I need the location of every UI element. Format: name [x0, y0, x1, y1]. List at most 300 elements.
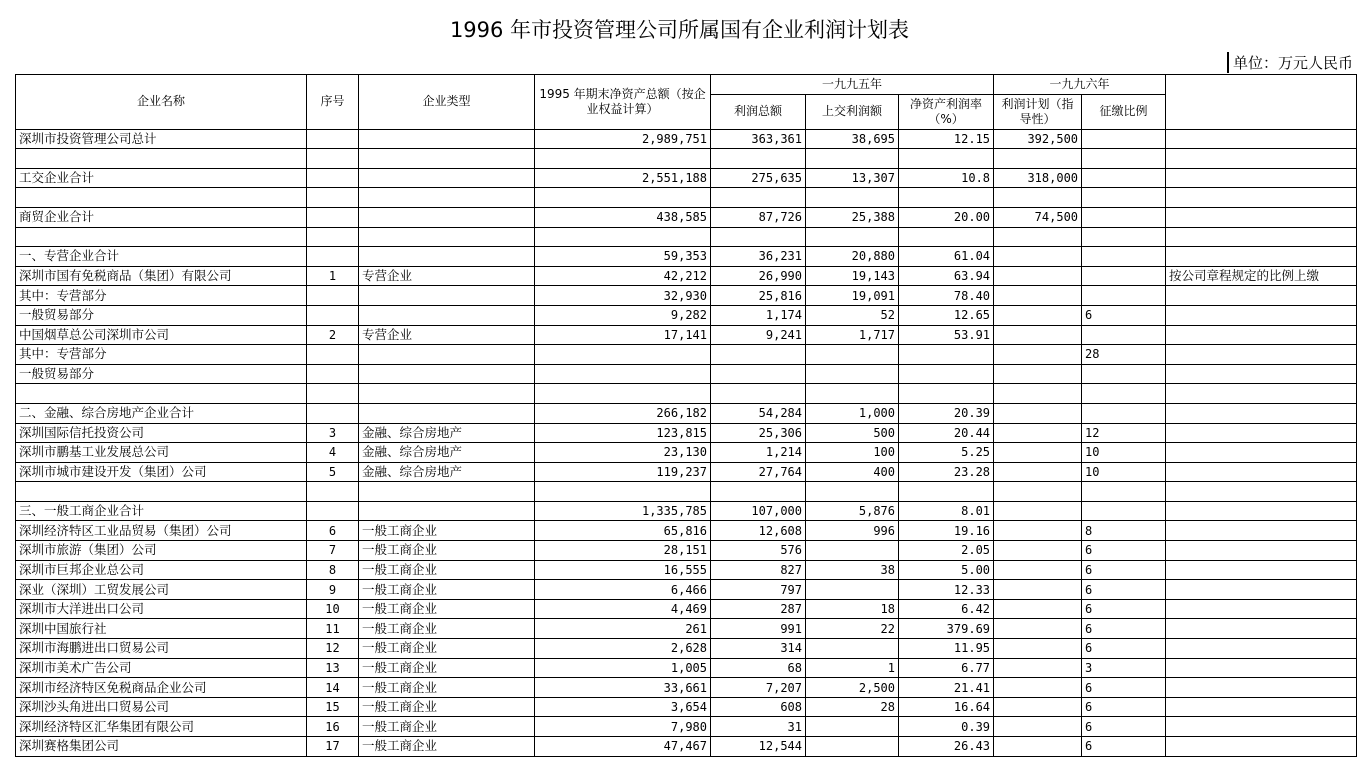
- cell-rate: 28: [1082, 345, 1166, 365]
- table-row: [16, 364, 1357, 384]
- cell-profit: 7,207: [711, 678, 806, 698]
- cell-plan: [994, 697, 1082, 717]
- cell-rate: [1082, 403, 1166, 423]
- cell-tax: 19,091: [806, 286, 899, 306]
- table-row: [16, 149, 1357, 169]
- cell-note: [1166, 580, 1357, 600]
- cell-seq: [307, 501, 359, 521]
- cell-name: 其中：专营部分: [16, 286, 307, 306]
- cell-rate: [1082, 384, 1166, 404]
- cell-rate: [1082, 207, 1166, 227]
- cell-type: [359, 188, 535, 208]
- cell-name: 深圳市美术广告公司: [16, 658, 307, 678]
- cell-note: [1166, 678, 1357, 698]
- cell-plan: [994, 266, 1082, 286]
- cell-type: 一般工商企业: [359, 658, 535, 678]
- cell-type: [359, 149, 535, 169]
- cell-tax: 400: [806, 462, 899, 482]
- cell-profit: 68: [711, 658, 806, 678]
- cell-seq: 17: [307, 737, 359, 757]
- cell-assets: 9,282: [535, 305, 711, 325]
- header-profit: 利润总额: [711, 94, 806, 129]
- cell-tax: 38: [806, 560, 899, 580]
- cell-seq: 8: [307, 560, 359, 580]
- cell-type: [359, 168, 535, 188]
- cell-rate: 10: [1082, 443, 1166, 463]
- cell-roe: 2.05: [899, 541, 994, 561]
- cell-note: [1166, 227, 1357, 247]
- cell-seq: 10: [307, 599, 359, 619]
- cell-type: 一般工商企业: [359, 580, 535, 600]
- cell-name: 深圳市旅游（集团）公司: [16, 541, 307, 561]
- cell-seq: 7: [307, 541, 359, 561]
- cell-rate: 6: [1082, 560, 1166, 580]
- cell-tax: 5,876: [806, 501, 899, 521]
- cell-plan: [994, 227, 1082, 247]
- cell-roe: 78.40: [899, 286, 994, 306]
- cell-assets: 2,989,751: [535, 129, 711, 149]
- cell-roe: 16.64: [899, 697, 994, 717]
- table-row: [16, 619, 1357, 639]
- cell-seq: 5: [307, 462, 359, 482]
- cell-seq: 9: [307, 580, 359, 600]
- cell-rate: [1082, 247, 1166, 267]
- cell-assets: [535, 345, 711, 365]
- cell-profit: 608: [711, 697, 806, 717]
- cell-type: 一般工商企业: [359, 639, 535, 659]
- cell-profit: 31: [711, 717, 806, 737]
- cell-seq: [307, 384, 359, 404]
- cell-rate: 6: [1082, 541, 1166, 561]
- cell-name: 深圳市经济特区免税商品企业公司: [16, 678, 307, 698]
- cell-assets: 438,585: [535, 207, 711, 227]
- cell-plan: [994, 639, 1082, 659]
- cell-rate: 8: [1082, 521, 1166, 541]
- cell-assets: 32,930: [535, 286, 711, 306]
- cell-profit: 87,726: [711, 207, 806, 227]
- unit-label: 单位：万元人民币: [1227, 52, 1353, 73]
- cell-type: [359, 227, 535, 247]
- profit-plan-table: [15, 74, 1357, 757]
- cell-seq: 12: [307, 639, 359, 659]
- cell-type: 金融、综合房地产: [359, 443, 535, 463]
- cell-plan: [994, 678, 1082, 698]
- cell-seq: 13: [307, 658, 359, 678]
- cell-seq: 15: [307, 697, 359, 717]
- cell-note: [1166, 737, 1357, 757]
- cell-plan: [994, 286, 1082, 306]
- cell-note: [1166, 501, 1357, 521]
- cell-roe: 63.94: [899, 266, 994, 286]
- cell-roe: 12.15: [899, 129, 994, 149]
- cell-rate: 6: [1082, 678, 1166, 698]
- cell-note: [1166, 149, 1357, 169]
- cell-assets: 33,661: [535, 678, 711, 698]
- cell-tax: 52: [806, 305, 899, 325]
- cell-type: [359, 345, 535, 365]
- table-row: [16, 737, 1357, 757]
- cell-tax: 25,388: [806, 207, 899, 227]
- cell-name: 深圳沙头角进出口贸易公司: [16, 697, 307, 717]
- cell-assets: 16,555: [535, 560, 711, 580]
- cell-name: 一般贸易部分: [16, 305, 307, 325]
- cell-name: 工交企业合计: [16, 168, 307, 188]
- cell-tax: 1,717: [806, 325, 899, 345]
- cell-seq: 3: [307, 423, 359, 443]
- table-row: [16, 345, 1357, 365]
- cell-profit: 1,174: [711, 305, 806, 325]
- cell-rate: 6: [1082, 580, 1166, 600]
- cell-type: 一般工商企业: [359, 560, 535, 580]
- table-row: [16, 129, 1357, 149]
- cell-roe: [899, 364, 994, 384]
- cell-profit: [711, 384, 806, 404]
- cell-tax: [806, 717, 899, 737]
- cell-assets: 59,353: [535, 247, 711, 267]
- cell-plan: [994, 619, 1082, 639]
- cell-tax: [806, 580, 899, 600]
- cell-profit: [711, 149, 806, 169]
- cell-note: [1166, 403, 1357, 423]
- cell-roe: 26.43: [899, 737, 994, 757]
- page-title: 1996 年市投资管理公司所属国有企业利润计划表: [449, 18, 910, 42]
- cell-tax: 996: [806, 521, 899, 541]
- cell-plan: [994, 149, 1082, 169]
- cell-note: [1166, 325, 1357, 345]
- cell-rate: [1082, 149, 1166, 169]
- cell-plan: [994, 501, 1082, 521]
- cell-profit: 9,241: [711, 325, 806, 345]
- header-roe: 净资产利润率（%）: [899, 94, 994, 129]
- cell-roe: 20.39: [899, 403, 994, 423]
- cell-assets: 4,469: [535, 599, 711, 619]
- cell-plan: [994, 560, 1082, 580]
- cell-profit: 12,544: [711, 737, 806, 757]
- cell-assets: 7,980: [535, 717, 711, 737]
- cell-roe: [899, 227, 994, 247]
- table-row: [16, 286, 1357, 306]
- cell-rate: [1082, 482, 1166, 502]
- cell-profit: 1,214: [711, 443, 806, 463]
- header-seq: 序号: [307, 75, 359, 130]
- table-row: [16, 207, 1357, 227]
- table-row: [16, 188, 1357, 208]
- header-assets: 1995 年期末净资产总额（按企业权益计算）: [535, 75, 711, 130]
- cell-roe: 11.95: [899, 639, 994, 659]
- cell-tax: 19,143: [806, 266, 899, 286]
- cell-profit: 25,816: [711, 286, 806, 306]
- cell-roe: 20.44: [899, 423, 994, 443]
- cell-plan: [994, 541, 1082, 561]
- cell-name: 深圳市投资管理公司总计: [16, 129, 307, 149]
- cell-seq: [307, 168, 359, 188]
- cell-note: [1166, 541, 1357, 561]
- cell-seq: 6: [307, 521, 359, 541]
- cell-note: [1166, 462, 1357, 482]
- cell-seq: 2: [307, 325, 359, 345]
- cell-roe: 12.65: [899, 305, 994, 325]
- cell-type: [359, 482, 535, 502]
- cell-name: 深圳赛格集团公司: [16, 737, 307, 757]
- cell-name: [16, 188, 307, 208]
- cell-plan: [994, 521, 1082, 541]
- header-rate: 征缴比例: [1082, 94, 1166, 129]
- cell-note: [1166, 619, 1357, 639]
- cell-roe: 21.41: [899, 678, 994, 698]
- cell-plan: [994, 364, 1082, 384]
- cell-plan: 392,500: [994, 129, 1082, 149]
- table-row: [16, 266, 1357, 286]
- cell-profit: [711, 188, 806, 208]
- cell-rate: [1082, 501, 1166, 521]
- cell-profit: [711, 482, 806, 502]
- cell-rate: 10: [1082, 462, 1166, 482]
- cell-assets: 2,551,188: [535, 168, 711, 188]
- cell-tax: 28: [806, 697, 899, 717]
- cell-roe: [899, 149, 994, 169]
- cell-seq: 11: [307, 619, 359, 639]
- cell-note: [1166, 521, 1357, 541]
- cell-plan: [994, 580, 1082, 600]
- cell-note: [1166, 364, 1357, 384]
- cell-type: 一般工商企业: [359, 521, 535, 541]
- cell-name: 二、金融、综合房地产企业合计: [16, 403, 307, 423]
- cell-assets: 28,151: [535, 541, 711, 561]
- cell-plan: [994, 305, 1082, 325]
- cell-profit: 314: [711, 639, 806, 659]
- cell-note: [1166, 639, 1357, 659]
- cell-name: 深圳经济特区工业品贸易（集团）公司: [16, 521, 307, 541]
- cell-name: [16, 227, 307, 247]
- cell-plan: [994, 443, 1082, 463]
- cell-profit: 36,231: [711, 247, 806, 267]
- cell-note: [1166, 247, 1357, 267]
- cell-seq: 4: [307, 443, 359, 463]
- cell-type: [359, 384, 535, 404]
- cell-roe: 6.77: [899, 658, 994, 678]
- cell-tax: [806, 149, 899, 169]
- table-row: [16, 501, 1357, 521]
- header-1996: 一九九六年: [994, 75, 1166, 95]
- cell-tax: 100: [806, 443, 899, 463]
- cell-type: 金融、综合房地产: [359, 462, 535, 482]
- cell-name: 深圳市鹏基工业发展总公司: [16, 443, 307, 463]
- cell-type: 一般工商企业: [359, 678, 535, 698]
- cell-tax: 13,307: [806, 168, 899, 188]
- cell-profit: 827: [711, 560, 806, 580]
- cell-type: 一般工商企业: [359, 697, 535, 717]
- cell-type: [359, 247, 535, 267]
- cell-seq: 14: [307, 678, 359, 698]
- cell-type: 专营企业: [359, 325, 535, 345]
- cell-note: [1166, 443, 1357, 463]
- cell-name: 深圳市海鹏进出口贸易公司: [16, 639, 307, 659]
- cell-seq: 1: [307, 266, 359, 286]
- cell-tax: [806, 482, 899, 502]
- cell-note: [1166, 168, 1357, 188]
- table-row: [16, 717, 1357, 737]
- table-row: [16, 560, 1357, 580]
- cell-seq: [307, 188, 359, 208]
- cell-name: 商贸企业合计: [16, 207, 307, 227]
- cell-type: 一般工商企业: [359, 599, 535, 619]
- cell-type: 专营企业: [359, 266, 535, 286]
- cell-seq: [307, 286, 359, 306]
- cell-tax: 38,695: [806, 129, 899, 149]
- cell-type: 金融、综合房地产: [359, 423, 535, 443]
- cell-profit: [711, 227, 806, 247]
- cell-plan: [994, 384, 1082, 404]
- cell-roe: 12.33: [899, 580, 994, 600]
- cell-rate: 6: [1082, 737, 1166, 757]
- cell-profit: 107,000: [711, 501, 806, 521]
- cell-tax: 2,500: [806, 678, 899, 698]
- header-type: 企业类型: [359, 75, 535, 130]
- table-row: [16, 482, 1357, 502]
- table-row: [16, 403, 1357, 423]
- cell-rate: 6: [1082, 619, 1166, 639]
- cell-name: [16, 384, 307, 404]
- header-name: 企业名称: [16, 75, 307, 130]
- cell-note: [1166, 286, 1357, 306]
- cell-tax: 20,880: [806, 247, 899, 267]
- cell-tax: [806, 541, 899, 561]
- cell-profit: 27,764: [711, 462, 806, 482]
- cell-roe: 379.69: [899, 619, 994, 639]
- cell-type: [359, 286, 535, 306]
- table-row: [16, 247, 1357, 267]
- cell-tax: [806, 227, 899, 247]
- cell-assets: [535, 364, 711, 384]
- cell-profit: 25,306: [711, 423, 806, 443]
- cell-rate: [1082, 129, 1166, 149]
- cell-seq: [307, 247, 359, 267]
- cell-note: [1166, 129, 1357, 149]
- cell-seq: [307, 149, 359, 169]
- cell-roe: 61.04: [899, 247, 994, 267]
- cell-plan: [994, 345, 1082, 365]
- cell-note: [1166, 560, 1357, 580]
- cell-name: 深圳国际信托投资公司: [16, 423, 307, 443]
- cell-plan: [994, 403, 1082, 423]
- cell-plan: 318,000: [994, 168, 1082, 188]
- table-row: [16, 599, 1357, 619]
- cell-rate: [1082, 227, 1166, 247]
- cell-plan: [994, 325, 1082, 345]
- cell-roe: 5.25: [899, 443, 994, 463]
- cell-roe: 5.00: [899, 560, 994, 580]
- cell-note: [1166, 305, 1357, 325]
- cell-tax: 500: [806, 423, 899, 443]
- cell-profit: 991: [711, 619, 806, 639]
- cell-seq: [307, 227, 359, 247]
- cell-name: [16, 482, 307, 502]
- cell-assets: [535, 188, 711, 208]
- cell-rate: [1082, 286, 1166, 306]
- cell-tax: 1: [806, 658, 899, 678]
- cell-type: [359, 207, 535, 227]
- cell-assets: [535, 149, 711, 169]
- cell-tax: 18: [806, 599, 899, 619]
- cell-name: 深圳中国旅行社: [16, 619, 307, 639]
- cell-rate: [1082, 168, 1166, 188]
- cell-roe: 23.28: [899, 462, 994, 482]
- cell-profit: 275,635: [711, 168, 806, 188]
- cell-profit: 287: [711, 599, 806, 619]
- table-row: [16, 443, 1357, 463]
- cell-tax: [806, 345, 899, 365]
- cell-type: [359, 129, 535, 149]
- cell-plan: [994, 717, 1082, 737]
- cell-assets: 1,005: [535, 658, 711, 678]
- cell-rate: 3: [1082, 658, 1166, 678]
- cell-seq: [307, 403, 359, 423]
- cell-assets: 266,182: [535, 403, 711, 423]
- cell-note: [1166, 207, 1357, 227]
- cell-seq: [307, 345, 359, 365]
- cell-profit: 54,284: [711, 403, 806, 423]
- table-row: [16, 227, 1357, 247]
- cell-assets: 123,815: [535, 423, 711, 443]
- table-row: [16, 678, 1357, 698]
- cell-name: 中国烟草总公司深圳市公司: [16, 325, 307, 345]
- cell-roe: 8.01: [899, 501, 994, 521]
- header-row-1: [16, 75, 1357, 95]
- cell-tax: [806, 188, 899, 208]
- cell-assets: [535, 227, 711, 247]
- cell-rate: 6: [1082, 599, 1166, 619]
- cell-seq: [307, 129, 359, 149]
- cell-name: 深圳市城市建设开发（集团）公司: [16, 462, 307, 482]
- cell-tax: 22: [806, 619, 899, 639]
- table-row: [16, 639, 1357, 659]
- cell-profit: 26,990: [711, 266, 806, 286]
- cell-plan: [994, 737, 1082, 757]
- cell-type: 一般工商企业: [359, 737, 535, 757]
- cell-type: [359, 305, 535, 325]
- cell-note: [1166, 345, 1357, 365]
- cell-name: 深业（深圳）工贸发展公司: [16, 580, 307, 600]
- cell-type: [359, 403, 535, 423]
- cell-assets: 119,237: [535, 462, 711, 482]
- cell-profit: 12,608: [711, 521, 806, 541]
- cell-roe: 10.8: [899, 168, 994, 188]
- cell-tax: 1,000: [806, 403, 899, 423]
- cell-roe: [899, 384, 994, 404]
- cell-assets: 17,141: [535, 325, 711, 345]
- cell-seq: [307, 207, 359, 227]
- cell-plan: [994, 247, 1082, 267]
- cell-name: 深圳市大洋进出口公司: [16, 599, 307, 619]
- table-row: [16, 580, 1357, 600]
- header-note: [1166, 75, 1357, 130]
- cell-name: 深圳经济特区汇华集团有限公司: [16, 717, 307, 737]
- cell-profit: 576: [711, 541, 806, 561]
- cell-roe: 0.39: [899, 717, 994, 737]
- cell-type: [359, 501, 535, 521]
- cell-assets: 3,654: [535, 697, 711, 717]
- table-row: [16, 697, 1357, 717]
- cell-plan: [994, 462, 1082, 482]
- cell-note: [1166, 384, 1357, 404]
- cell-note: [1166, 188, 1357, 208]
- cell-rate: [1082, 188, 1166, 208]
- cell-rate: [1082, 364, 1166, 384]
- cell-roe: 20.00: [899, 207, 994, 227]
- cell-rate: 6: [1082, 305, 1166, 325]
- cell-note: [1166, 658, 1357, 678]
- cell-profit: [711, 364, 806, 384]
